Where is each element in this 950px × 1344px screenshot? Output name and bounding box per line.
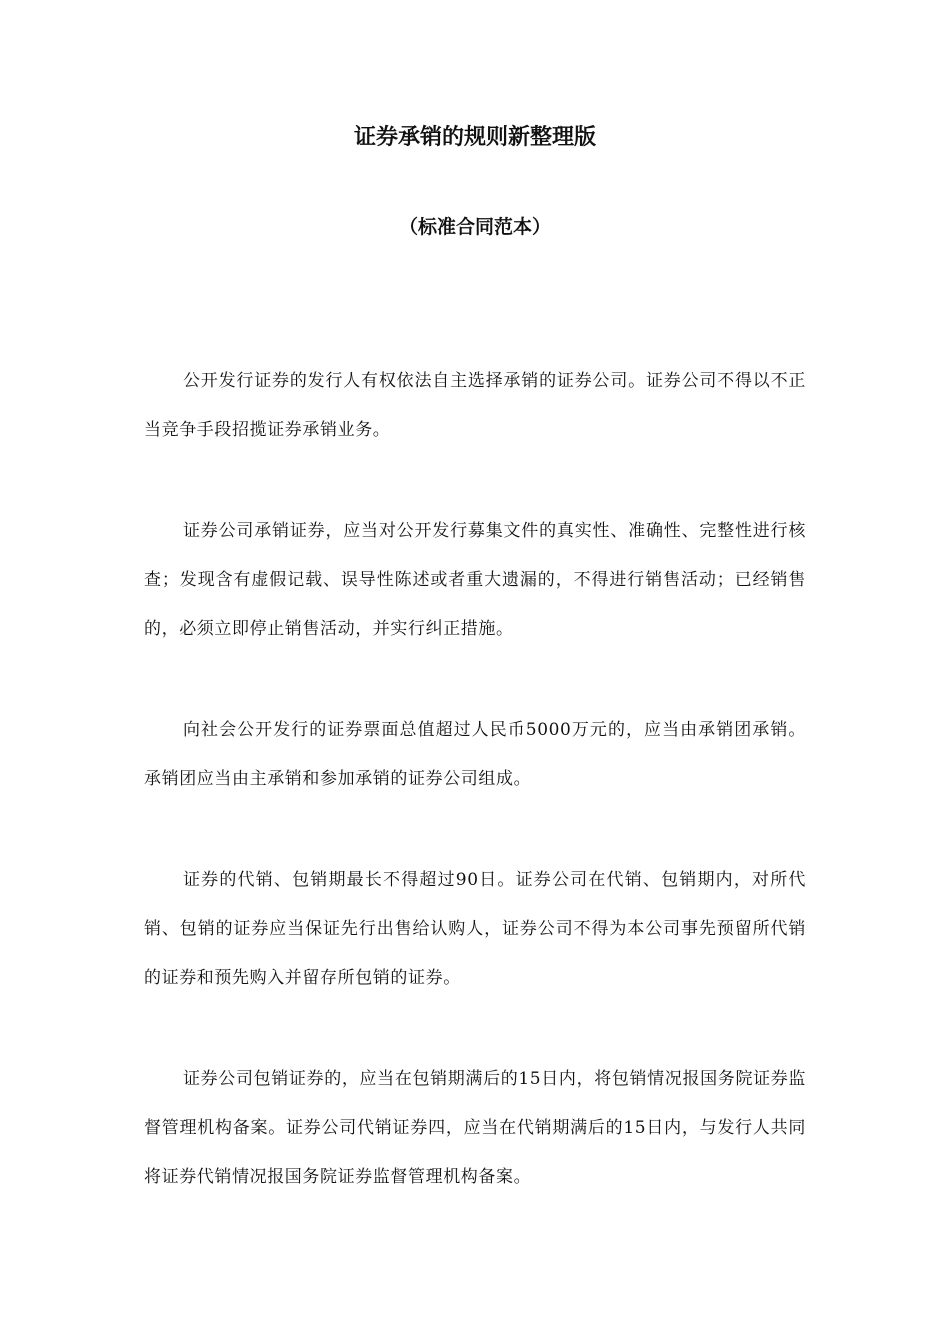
document-body: [144, 357, 806, 1254]
paragraph-2: 证券公司承销证券，应当对公开发行募集文件的真实性、准确性、完整性进行核查；发现含有虚假记载、误导性陈述或者重大遗漏的，不得进行销售活动；已经销售的，必须立即停止销售活动，并实行纠正措施。: [144, 521, 806, 639]
document-title: 证券承销的规则新整理版: [353, 125, 596, 150]
paragraph-3: 向社会公开发行的证券票面总值超过人民币5000万元的，应当由承销团承销。承销团应当由主承销和参加承销的证券公司组成。: [144, 720, 806, 789]
paragraph-5: 证券公司包销证券的，应当在包销期满后的15日内，将包销情况报国务院证券监督管理机构备案。证券公司代销证券四，应当在代销期满后的15日内，与发行人共同将证券代销情况报国务院证券监督管理机构备案。: [144, 1069, 806, 1187]
document-subtitle: （标准合同范本）: [398, 216, 551, 238]
paragraph-1: 公开发行证券的发行人有权依法自主选择承销的证券公司。证券公司不得以不正当竞争手段招揽证券承销业务。: [144, 371, 806, 440]
paragraph-4: 证券的代销、包销期最长不得超过90日。证券公司在代销、包销期内，对所代销、包销的证券应当保证先行出售给认购人，证券公司不得为本公司事先预留所代销的证券和预先购入并留存所包销的证券。: [144, 870, 806, 988]
